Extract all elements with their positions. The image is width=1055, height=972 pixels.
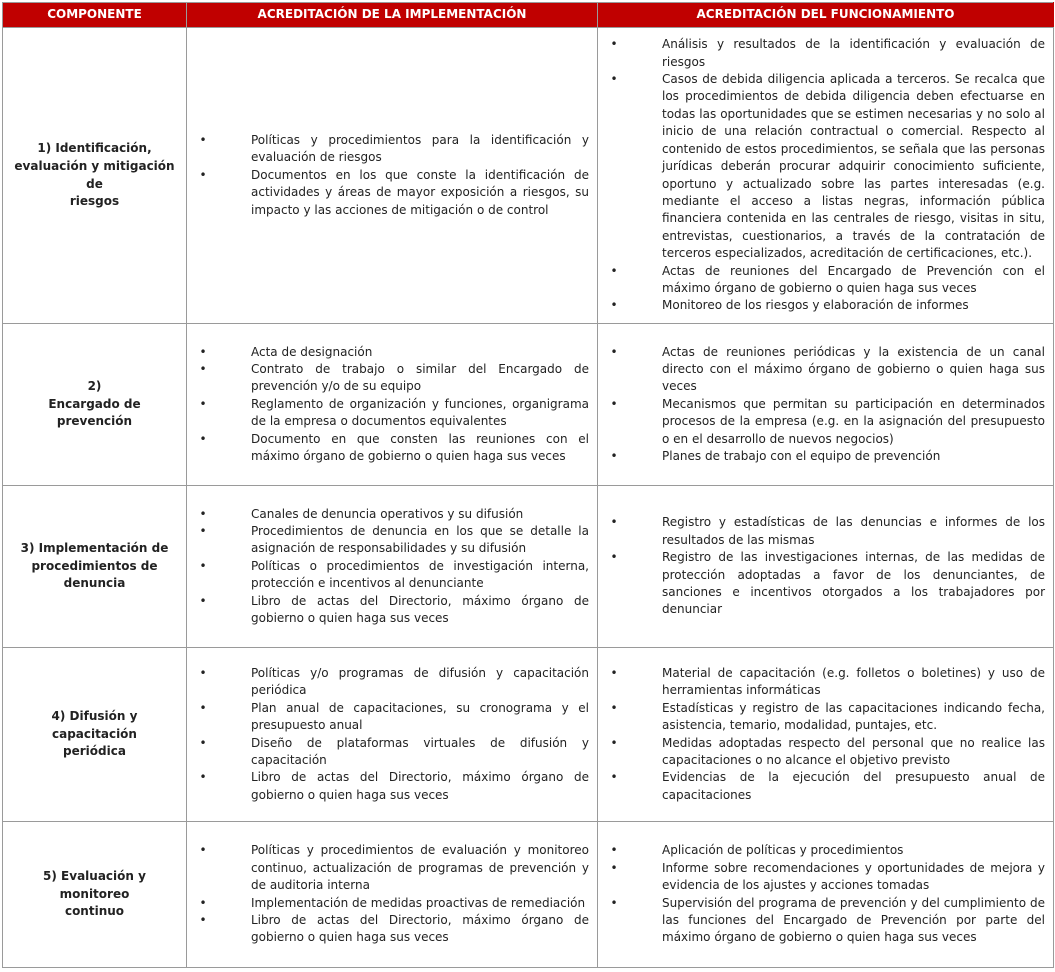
- list-item: • Libro de actas del Directorio, máximo órgano de gobierno o quien haga sus veces: [199, 770, 589, 802]
- component-line: 2): [87, 379, 102, 394]
- list-item: • Estadísticas y registro de las capacitaciones indicando fecha, asistencia, temario, modalidad, puntajes, etc.: [610, 700, 1045, 733]
- list-item: • Libro de actas del Directorio, máximo órgano de gobierno o quien haga sus veces: [199, 593, 589, 626]
- component-cell: [3, 822, 187, 968]
- list-item: • Supervisión del programa de prevención y del cumplimiento de las funciones del Encargado de Prevención por parte del máximo órgano de gobierno o quien haga sus veces: [610, 895, 1045, 945]
- list-item: • Aplicación de políticas y procedimientos: [610, 843, 904, 858]
- implementation-cell: [187, 648, 598, 822]
- component-line: 5) Evaluación y monitoreo: [43, 869, 146, 901]
- operation-cell: [598, 486, 1054, 648]
- list-item: • Documento en que consten las reuniones con el máximo órgano de gobierno o quien haga sus veces: [199, 431, 589, 464]
- implementation-cell: [187, 822, 598, 968]
- table-row: [3, 486, 1054, 648]
- header-component: COMPONENTE: [3, 3, 187, 28]
- list-item: • Plan anual de capacitaciones, su cronograma y el presupuesto anual: [199, 700, 589, 733]
- table-row: [3, 28, 1054, 324]
- list-item: • Procedimientos de denuncia en los que se detalle la asignación de responsabilidades y su difusión: [199, 523, 589, 556]
- list-item: • Libro de actas del Directorio, máximo órgano de gobierno o quien haga sus veces: [199, 912, 589, 945]
- list-item: • Políticas y procedimientos de evaluación y monitoreo continuo, actualización de programas de prevención y de auditoria interna: [199, 843, 589, 893]
- component-line: 1) Identificación,: [37, 141, 152, 156]
- table-row: [3, 648, 1054, 822]
- component-line: Encargado de prevención: [48, 396, 141, 429]
- list-item: • Reglamento de organización y funciones, organigrama de la empresa o documentos equivalentes: [199, 396, 589, 429]
- table-row: [3, 822, 1054, 968]
- list-item: • Evidencias de la ejecución del presupuesto anual de capacitaciones: [610, 770, 1045, 802]
- list-item: • Implementación de medidas proactivas de remediación: [199, 895, 586, 910]
- compliance-table: [2, 2, 1054, 968]
- component-cell: [3, 486, 187, 648]
- implementation-cell: [187, 324, 598, 486]
- operation-cell: [598, 324, 1054, 486]
- list-item: • Material de capacitación (e.g. folletos o boletines) y uso de herramientas informáticas: [610, 665, 1045, 698]
- header-row: [3, 3, 1054, 28]
- list-item: • Actas de reuniones periódicas y la existencia de un canal directo con el máximo órgano de gobierno o quien haga sus veces: [610, 344, 1045, 394]
- list-item: • Contrato de trabajo o similar del Encargado de prevención y/o de su equipo: [199, 361, 589, 394]
- list-item: • Políticas y procedimientos para la identificación y evaluación de riesgos: [199, 132, 589, 165]
- list-item: • Medidas adoptadas respecto del personal que no realice las capacitaciones o no alcance el objetivo previsto: [610, 735, 1045, 767]
- operation-cell: [598, 648, 1054, 822]
- list-item: • Casos de debida diligencia aplicada a terceros. Se recalca que los procedimientos de debida diligencia deben efectuarse en todas las oportunidades que se estimen necesarias y no solo al inicio de una relación contractual o comercial. Respecto al contenido de estos procedimientos, se señala que las personas jurídicas deberán procurar adquirir conocimiento suficiente, oportuno y actualizado sobre las partes interesadas (e.g. mediante el acceso a listas negras, información pública financiera contenida en las centrales de riesgo, visitas in situ, entrevistas, cuestionarios, a través de la contratación de terceros especializados, acreditación de certificaciones, etc.).: [610, 72, 1045, 261]
- component-line: 4) Difusión y capacitación: [51, 709, 138, 741]
- header-implementation: ACREDITACIÓN DE LA IMPLEMENTACIÓN: [187, 3, 598, 28]
- component-line: periódica: [63, 744, 126, 759]
- list-item: • Políticas o procedimientos de investigación interna, protección e incentivos al denunciante: [199, 558, 589, 591]
- list-item: • Diseño de plataformas virtuales de difusión y capacitación: [199, 735, 589, 767]
- list-item: • Registro y estadísticas de las denuncias e informes de los resultados de las mismas: [610, 515, 1045, 547]
- list-item: • Registro de las investigaciones internas, de las medidas de protección adoptadas a favor de los denunciantes, de sanciones e incentivos otorgados a los trabajadores por denunciar: [610, 550, 1045, 617]
- list-item: • Canales de denuncia operativos y su difusión: [199, 506, 524, 521]
- list-item: • Documentos en los que conste la identificación de actividades y áreas de mayor exposición a riesgos, su impacto y las acciones de mitigación o de control: [199, 167, 589, 217]
- list-item: • Mecanismos que permitan su participación en determinados procesos de la empresa (e.g. en la asignación del presupuesto o en el desarrollo de nuevos negocios): [610, 396, 1045, 446]
- component-cell: [3, 28, 187, 324]
- component-line: riesgos: [69, 194, 120, 209]
- component-line: evaluación y mitigación de: [14, 158, 175, 191]
- operation-cell: [598, 822, 1054, 968]
- implementation-cell: [187, 28, 598, 324]
- implementation-cell: [187, 486, 598, 648]
- component-line: 3) Implementación de: [20, 541, 169, 556]
- component-cell: [3, 324, 187, 486]
- component-cell: [3, 648, 187, 822]
- table-row: [3, 324, 1054, 486]
- component-line: procedimientos de: [31, 558, 158, 573]
- list-item: • Políticas y/o programas de difusión y capacitación periódica: [199, 665, 589, 698]
- list-item: • Planes de trabajo con el equipo de prevención: [610, 449, 941, 464]
- list-item: • Actas de reuniones del Encargado de Prevención con el máximo órgano de gobierno o quien haga sus veces: [610, 263, 1045, 295]
- list-item: • Monitoreo de los riesgos y elaboración de informes: [610, 298, 969, 313]
- header-operation: ACREDITACIÓN DEL FUNCIONAMIENTO: [598, 3, 1054, 28]
- list-item: • Informe sobre recomendaciones y oportunidades de mejora y evidencia de los ajustes y acciones tomadas: [610, 860, 1045, 893]
- list-item: • Análisis y resultados de la identificación y evaluación de riesgos: [610, 37, 1045, 69]
- component-line: continuo: [64, 904, 125, 919]
- operation-cell: [598, 28, 1054, 324]
- component-line: denuncia: [63, 576, 126, 591]
- list-item: • Acta de designación: [199, 344, 373, 359]
